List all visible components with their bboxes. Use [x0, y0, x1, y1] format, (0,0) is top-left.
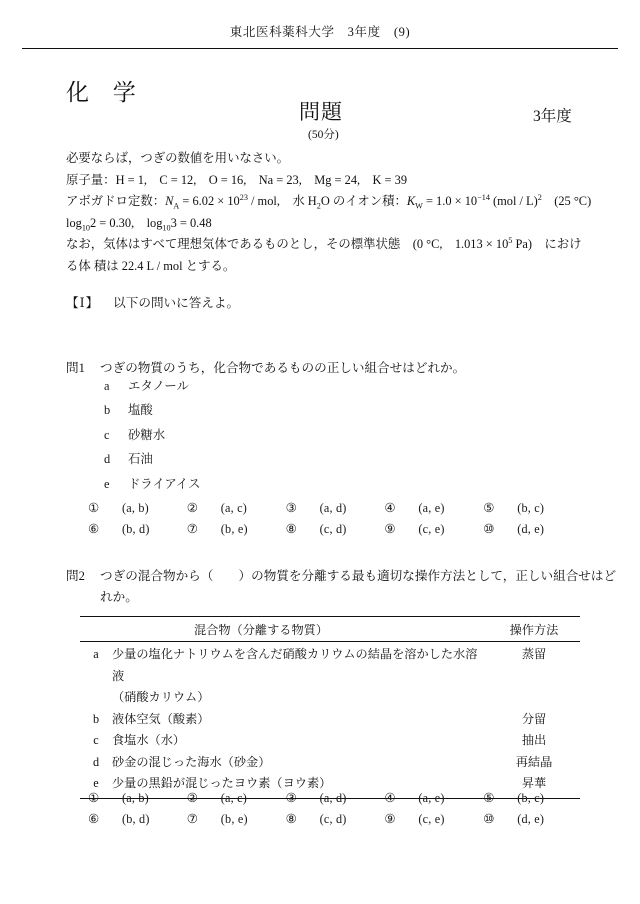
- answer-option-pair-9: (c, e): [418, 522, 445, 536]
- table-row-key-d: d: [92, 754, 100, 769]
- kw-value: = 1.0 × 10: [422, 194, 478, 208]
- answer-option-pair-4: (a, e): [418, 791, 445, 805]
- table-body: [80, 642, 580, 798]
- table-header-mixture: 混合物（分離する物質）: [193, 622, 329, 637]
- table-row[interactable]: [80, 644, 580, 709]
- answer-option-pair-5: (b, c): [517, 501, 545, 515]
- answer-option-number-4: ④: [384, 791, 396, 805]
- answer-option-pair-3: (a, d): [319, 501, 347, 515]
- question-2-label: 問2: [66, 569, 85, 583]
- running-head: 東北医科薬科大学 3年度 (9): [229, 25, 411, 39]
- table-header-row: [80, 617, 580, 641]
- answer-option-number-5: ⑤: [483, 501, 495, 515]
- water-subscript: 2: [316, 201, 321, 211]
- section-heading: [66, 292, 239, 311]
- answer-option-pair-10: (d, e): [517, 522, 545, 536]
- answer-option-pair-2: (a, c): [220, 501, 248, 515]
- answer-option-4[interactable]: [384, 790, 483, 806]
- question-1-label: 問1: [66, 361, 85, 375]
- question-2-text-line2: れか。: [100, 590, 138, 604]
- answer-option-2[interactable]: [187, 790, 286, 806]
- answer-option-pair-1: (a, b): [122, 791, 149, 805]
- ideal-gas-text-part1: なお，気体はすべて理想気体であるものとし，その標準状態 (0 °C, 1.013 × 10: [66, 237, 509, 251]
- log2-base: log: [66, 215, 82, 230]
- answer-option-number-3: ③: [285, 791, 297, 805]
- avogadro-symbol: N: [165, 194, 174, 208]
- answer-option-number-1: ①: [88, 791, 100, 805]
- table-row-key-b: b: [92, 711, 100, 726]
- answer-option-pair-9: (c, e): [418, 812, 445, 826]
- ideal-gas-note: [66, 234, 582, 277]
- choice-item-a[interactable]: [104, 374, 200, 398]
- year-label: 3年度: [533, 108, 572, 125]
- answer-option-number-6: ⑥: [88, 522, 100, 536]
- table-cell-mixture-d: 砂金の混じった海水（砂金）: [112, 754, 271, 769]
- choice-item-c[interactable]: [104, 423, 200, 447]
- subject-title: 化 学: [66, 80, 145, 105]
- water-ion-label: O のイオン積：: [320, 194, 407, 208]
- answer-option-number-5: ⑤: [483, 791, 495, 805]
- answer-option-7[interactable]: [187, 521, 286, 537]
- log2-value: 2 = 0.30,: [90, 215, 147, 230]
- choice-key-a: a: [104, 379, 110, 393]
- answer-option-8[interactable]: [286, 811, 385, 827]
- question-2-prompt: [66, 566, 617, 608]
- choice-text-e: ドライアイス: [128, 476, 201, 491]
- answer-option-pair-8: (c, d): [319, 812, 347, 826]
- table-cell-mixture-a-line2: （硝酸カリウム）: [112, 690, 210, 704]
- answer-option-pair-4: (a, e): [418, 501, 445, 515]
- logarithm-line: [66, 213, 582, 235]
- choice-text-c: 砂糖水: [128, 427, 166, 442]
- answer-option-4[interactable]: [384, 500, 483, 516]
- answer-option-1[interactable]: [88, 790, 187, 806]
- answer-option-number-1: ①: [88, 501, 100, 515]
- table-cell-operation-b: 分留: [521, 711, 547, 726]
- choice-key-d: d: [104, 452, 111, 467]
- answer-option-6[interactable]: [88, 811, 187, 827]
- question-1-text: つぎの物質のうち，化合物であるものの正しい組合せはどれか。: [100, 361, 466, 375]
- log3-subscript: 10: [162, 222, 171, 232]
- atomic-weights-values: H = 1, C = 12, O = 16, Na = 23, Mg = 24, K = 39: [115, 172, 408, 187]
- avogadro-exponent: 23: [239, 192, 248, 202]
- table-row-key-e: e: [93, 776, 99, 790]
- answer-option-number-8: ⑧: [285, 522, 297, 536]
- table-cell-operation-d: 再結晶: [515, 754, 553, 769]
- answer-option-1[interactable]: [88, 500, 187, 516]
- answer-option-10[interactable]: [483, 811, 582, 827]
- answer-option-pair-6: (b, d): [122, 522, 150, 536]
- answer-option-9[interactable]: [384, 521, 483, 537]
- answer-option-pair-10: (d, e): [517, 812, 545, 826]
- answer-option-number-7: ⑦: [186, 812, 198, 826]
- table-cell-mixture-b: 液体空気（酸素）: [112, 711, 210, 726]
- log3-value: 3 = 0.48: [170, 215, 212, 230]
- table-cell-operation-a: 蒸留: [521, 647, 547, 661]
- table-row-key-c: c: [93, 733, 99, 747]
- answer-option-7[interactable]: [187, 811, 286, 827]
- table-cell-mixture-a-line1: 少量の塩化ナトリウムを含んだ硝酸カリウムの結晶を溶かした水溶液: [112, 647, 478, 683]
- ideal-gas-text-part2: Pa) における体: [66, 237, 582, 273]
- kw-exponent: −14: [477, 192, 490, 202]
- constants-line: [66, 191, 592, 213]
- answer-option-8[interactable]: [286, 521, 385, 537]
- avogadro-unit: / mol, 水 H: [247, 194, 317, 208]
- choice-item-e[interactable]: [104, 472, 200, 496]
- avogadro-value: = 6.02 × 10: [179, 194, 240, 208]
- table-row[interactable]: [80, 709, 580, 731]
- section-instruction: 以下の問いに答えよ。: [113, 296, 240, 310]
- choice-text-b: 塩酸: [128, 403, 153, 418]
- answer-option-number-2: ②: [186, 501, 198, 515]
- log2-subscript: 10: [81, 222, 91, 232]
- answer-option-pair-5: (b, c): [517, 791, 545, 805]
- answer-option-number-9: ⑨: [384, 812, 396, 826]
- answer-option-pair-7: (b, e): [220, 812, 248, 826]
- preamble-instruction: 必要ならば，つぎの数値を用いなさい。: [66, 151, 290, 165]
- question-1-choice-list: [104, 374, 200, 496]
- answer-option-number-10: ⑩: [483, 522, 495, 536]
- answer-option-5[interactable]: [483, 500, 582, 516]
- answer-option-number-6: ⑥: [88, 812, 100, 826]
- atomic-weights-line: [66, 170, 582, 192]
- answer-option-number-7: ⑦: [186, 522, 198, 536]
- answer-option-number-10: ⑩: [483, 812, 495, 826]
- choice-text-a: エタノール: [128, 379, 189, 393]
- answer-option-pair-1: (a, b): [122, 501, 149, 515]
- preamble-block: [66, 148, 592, 277]
- paper-title: 問題: [299, 100, 343, 124]
- answer-option-number-4: ④: [384, 501, 396, 515]
- answer-option-pair-8: (c, d): [319, 522, 347, 536]
- table-cell-mixture-a: [112, 644, 488, 709]
- section-marker: 【Ⅰ】: [66, 296, 100, 310]
- answer-option-pair-3: (a, d): [319, 791, 347, 805]
- kw-unit-exponent: 2: [537, 192, 542, 202]
- answer-options-row-2: [88, 811, 582, 832]
- answer-option-number-8: ⑧: [285, 812, 297, 826]
- table-row[interactable]: [80, 752, 580, 774]
- table-cell-operation-e: 昇華: [521, 776, 547, 790]
- choice-item-d[interactable]: [104, 447, 200, 471]
- question-2-text-line1: つぎの混合物から（ ）の物質を分離する最も適切な操作方法として，正しい組合せはど: [100, 569, 617, 583]
- table-row-key-a: a: [93, 647, 99, 661]
- table-row[interactable]: [80, 730, 580, 752]
- answer-options-row-2: [88, 521, 582, 542]
- question-2: [66, 566, 617, 608]
- table-header-operation: 操作方法: [509, 622, 559, 637]
- answer-option-9[interactable]: [384, 811, 483, 827]
- choice-key-b: b: [104, 403, 111, 418]
- pressure-exponent: 5: [508, 235, 513, 245]
- kw-unit: (mol / L): [489, 194, 538, 208]
- choice-item-b[interactable]: [104, 398, 200, 422]
- avogadro-subscript: A: [173, 201, 180, 211]
- answer-option-pair-2: (a, c): [220, 791, 248, 805]
- avogadro-label: アボガドロ定数：: [66, 194, 166, 208]
- log3-base: log: [146, 215, 163, 230]
- answer-option-pair-7: (b, e): [220, 522, 248, 536]
- answer-option-10[interactable]: [483, 521, 582, 537]
- separation-table: [80, 616, 580, 799]
- answer-option-5[interactable]: [483, 790, 582, 806]
- choice-key-c: c: [104, 427, 110, 442]
- question-2-answer-options: [88, 790, 582, 832]
- table-cell-mixture-e: 少量の黒鉛が混じったヨウ素（ヨウ素）: [112, 776, 332, 790]
- answer-option-number-2: ②: [186, 791, 198, 805]
- answer-option-number-9: ⑨: [384, 522, 396, 536]
- molar-volume-text: 積は 22.4 L / mol とする。: [93, 258, 236, 273]
- header-divider: [22, 48, 618, 49]
- kw-symbol: K: [406, 194, 416, 208]
- kw-subscript: W: [415, 201, 423, 211]
- answer-option-number-3: ③: [285, 501, 297, 515]
- answer-option-6[interactable]: [88, 521, 187, 537]
- table-cell-mixture-c: 食塩水（水）: [112, 733, 186, 747]
- table-cell-operation-c: 抽出: [521, 733, 547, 747]
- answer-option-3[interactable]: [286, 790, 385, 806]
- choice-text-d: 石油: [128, 452, 153, 467]
- question-1-answer-options: [88, 500, 582, 542]
- answer-option-3[interactable]: [286, 500, 385, 516]
- paper-duration: (50分): [308, 129, 339, 141]
- kw-temperature: (25 °C): [541, 194, 592, 208]
- answer-options-row-1: [88, 790, 582, 811]
- answer-option-pair-6: (b, d): [122, 812, 150, 826]
- answer-option-2[interactable]: [187, 500, 286, 516]
- choice-key-e: e: [104, 476, 110, 491]
- atomic-weights-label: 原子量：: [66, 172, 116, 187]
- answer-options-row-1: [88, 500, 582, 521]
